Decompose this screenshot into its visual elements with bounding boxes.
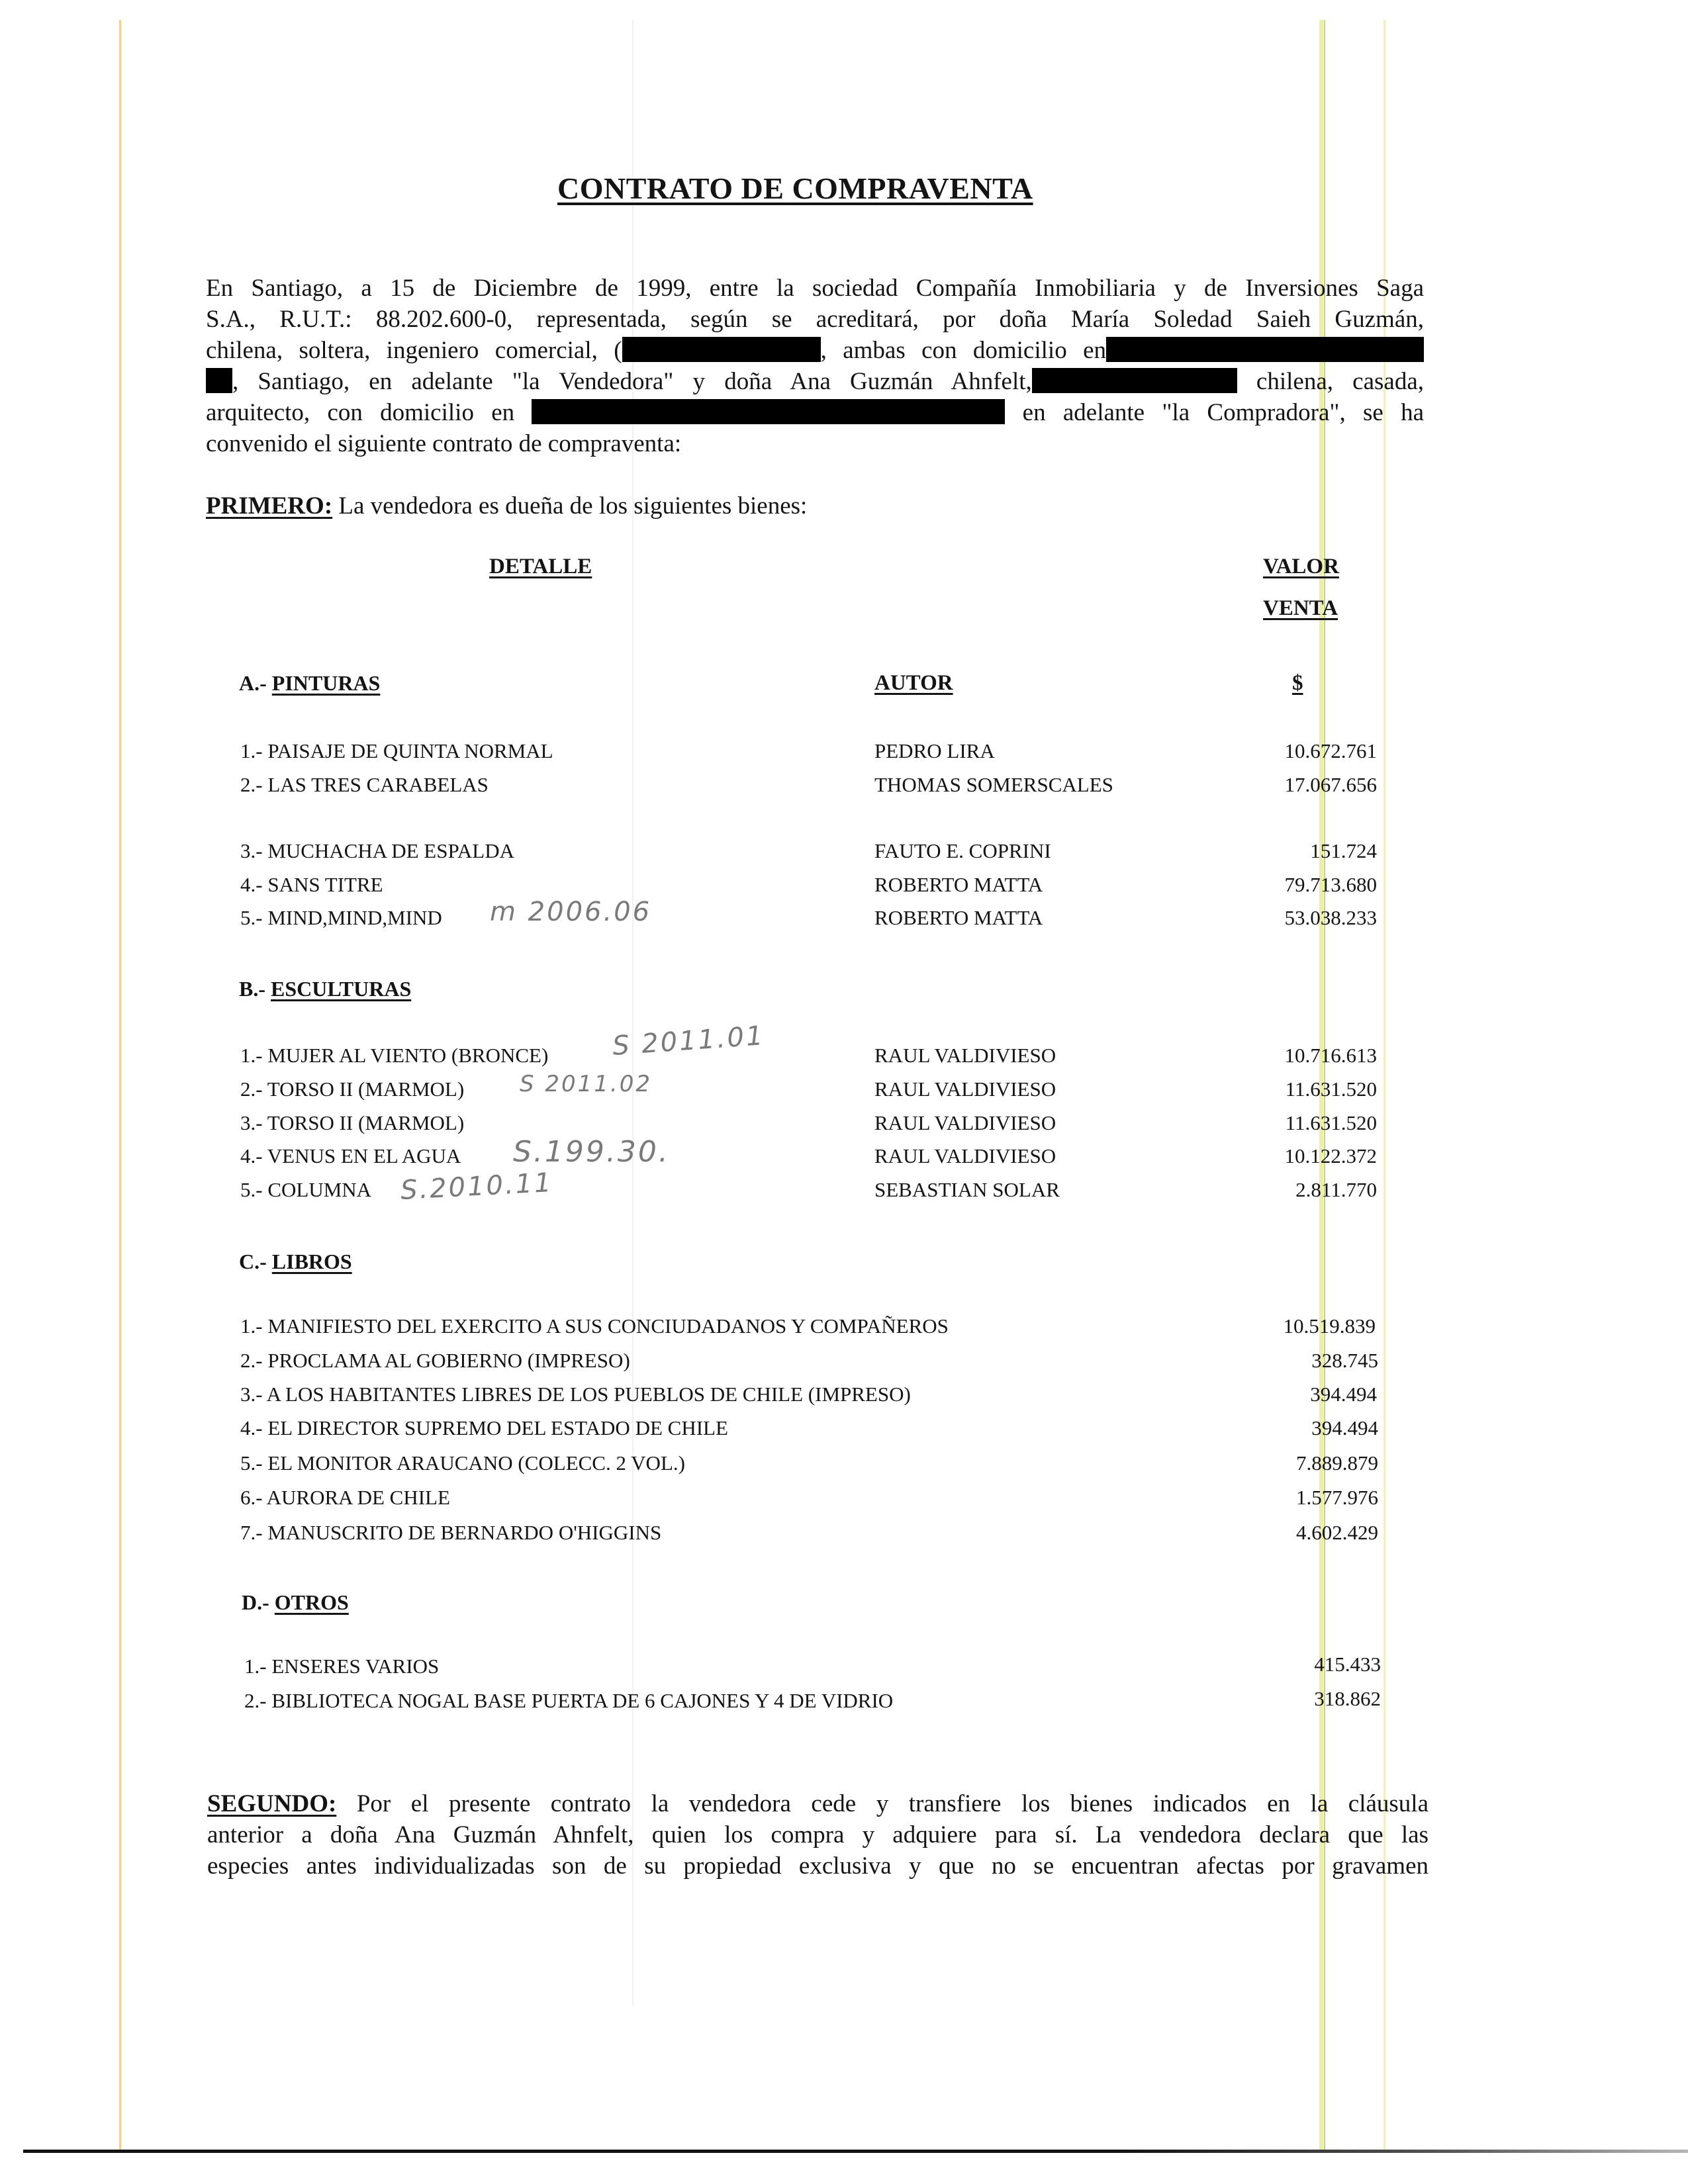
handwritten-note: S.2010.11 [399, 1167, 554, 1206]
list-item: 3.- A LOS HABITANTES LIBRES DE LOS PUEBLOS DE CHILE (IMPRESO) [240, 1383, 911, 1406]
header-venta: VENTA [1263, 596, 1338, 620]
intro-line-1: En Santiago, a 15 de Diciembre de 1999, entre la sociedad Compañía Inmobiliaria y de Inversiones Saga [206, 275, 1424, 302]
section-otros: D.- OTROS [242, 1590, 349, 1614]
redaction-block [1032, 368, 1237, 393]
item-autor: ROBERTO MATTA [874, 906, 1043, 929]
item-valor: 10.672.761 [1284, 739, 1377, 762]
item-valor: 7.889.879 [1296, 1451, 1378, 1475]
handwritten-note: S 2011.02 [520, 1071, 652, 1097]
item-valor: 151.724 [1310, 839, 1377, 862]
redaction-block [1106, 337, 1424, 362]
intro-line-4: , Santiago, en adelante "la Vendedora" y doña Ana Guzmán Ahnfelt, chilena, casada, [206, 366, 1424, 397]
redaction-block [206, 368, 232, 393]
list-item: 1.- PAISAJE DE QUINTA NORMAL [240, 739, 553, 762]
handwritten-note: S 2011.01 [611, 1021, 766, 1062]
redaction-block [532, 399, 1005, 424]
header-detalle: DETALLE [489, 555, 592, 578]
list-item: 2.- BIBLIOTECA NOGAL BASE PUERTA DE 6 CAJONES Y 4 DE VIDRIO [244, 1689, 894, 1712]
clause-label: PRIMERO: [206, 492, 333, 520]
item-valor: 394.494 [1310, 1383, 1377, 1406]
list-item: 4.- VENUS EN EL AGUA [240, 1144, 461, 1167]
item-valor: 2.811.770 [1295, 1178, 1377, 1201]
item-valor: 328.745 [1311, 1349, 1378, 1372]
section-libros: C.- LIBROS [239, 1250, 352, 1273]
list-item: 4.- SANS TITRE [240, 873, 383, 896]
item-autor: RAUL VALDIVIESO [874, 1044, 1056, 1067]
segundo-line-2: anterior a doña Ana Guzmán Ahnfelt, quien los compra y adquiere para sí. La vendedora declara que las [207, 1821, 1429, 1848]
item-valor: 10.122.372 [1284, 1144, 1377, 1167]
segundo-line-1: SEGUNDO: Por el presente contrato la vendedora cede y transfiere los bienes indicados en la cláusula [207, 1790, 1429, 1817]
item-valor: 10.519.839 [1283, 1314, 1376, 1338]
section-pinturas: A.- PINTURAS [239, 671, 381, 695]
item-autor: RAUL VALDIVIESO [874, 1077, 1056, 1101]
item-valor: 318.862 [1314, 1687, 1381, 1710]
list-item: 6.- AURORA DE CHILE [240, 1486, 450, 1509]
item-autor: THOMAS SOMERSCALES [874, 773, 1113, 796]
item-valor: 17.067.656 [1284, 773, 1377, 796]
item-autor: SEBASTIAN SOLAR [874, 1178, 1060, 1201]
item-autor: FAUTO E. COPRINI [874, 839, 1051, 862]
item-valor: 10.716.613 [1284, 1044, 1377, 1067]
list-item: 1.- MANIFIESTO DEL EXERCITO A SUS CONCIUDADANOS Y COMPAÑEROS [240, 1314, 949, 1338]
clause-segundo [207, 1788, 1429, 1882]
item-valor: 53.038.233 [1284, 906, 1377, 929]
section-esculturas: B.- ESCULTURAS [239, 977, 412, 1001]
segundo-line-3: especies antes individualizadas son de su propiedad exclusiva y que no se encuentran afectas por gravamen [207, 1852, 1429, 1880]
left-margin-scan-line [119, 20, 121, 2151]
document-title: CONTRATO DE COMPRAVENTA [557, 171, 1033, 205]
list-item: 1.- ENSERES VARIOS [244, 1655, 440, 1678]
clause-primero [206, 492, 807, 520]
list-item: 7.- MANUSCRITO DE BERNARDO O'HIGGINS [240, 1521, 662, 1544]
header-valor: VALOR [1263, 555, 1339, 578]
intro-line-3: chilena, soltera, ingeniero comercial, ( , ambas con domicilio en [206, 335, 1424, 366]
list-item: 3.- TORSO II (MARMOL) [240, 1111, 465, 1134]
intro-paragraph [206, 273, 1424, 459]
item-autor: RAUL VALDIVIESO [874, 1144, 1056, 1167]
item-autor: PEDRO LIRA [874, 739, 995, 762]
list-item: 2.- TORSO II (MARMOL) [240, 1077, 465, 1101]
item-valor: 79.713.680 [1284, 873, 1377, 896]
list-item: 4.- EL DIRECTOR SUPREMO DEL ESTADO DE CHILE [240, 1416, 728, 1439]
header-autor: AUTOR [874, 671, 953, 695]
list-item: 1.- MUJER AL VIENTO (BRONCE) [240, 1044, 549, 1067]
list-item: 2.- PROCLAMA AL GOBIERNO (IMPRESO) [240, 1349, 630, 1372]
item-valor: 11.631.520 [1285, 1111, 1377, 1134]
handwritten-note: m 2006.06 [490, 897, 652, 927]
item-autor: ROBERTO MATTA [874, 873, 1043, 896]
item-valor: 4.602.429 [1296, 1521, 1378, 1544]
item-valor: 11.631.520 [1285, 1077, 1377, 1101]
list-item: 3.- MUCHACHA DE ESPALDA [240, 839, 514, 862]
clause-label: SEGUNDO: [207, 1790, 337, 1817]
header-currency: $ [1292, 671, 1303, 695]
intro-line-5: arquitecto, con domicilio en en adelante "la Compradora", se ha [206, 399, 1425, 426]
list-item: 5.- EL MONITOR ARAUCANO (COLECC. 2 VOL.) [240, 1451, 685, 1475]
list-item: 2.- LAS TRES CARABELAS [240, 773, 489, 796]
clause-text: La vendedora es dueña de los siguientes bienes: [332, 492, 808, 520]
item-valor: 394.494 [1311, 1416, 1378, 1439]
handwritten-note: S.199.30. [513, 1135, 670, 1169]
list-item: 5.- MIND,MIND,MIND [240, 906, 442, 929]
item-autor: RAUL VALDIVIESO [874, 1111, 1056, 1134]
intro-line-6: convenido el siguiente contrato de compraventa: [206, 430, 682, 457]
page-bottom-edge [23, 2150, 1688, 2153]
item-valor: 415.433 [1314, 1653, 1381, 1676]
list-item: 5.- COLUMNA [240, 1178, 372, 1201]
item-valor: 1.577.976 [1296, 1486, 1378, 1509]
intro-line-2: S.A., R.U.T.: 88.202.600-0, representada, según se acreditará, por doña María Soledad Saieh Guzmán, [206, 306, 1424, 333]
redaction-block [622, 337, 821, 362]
